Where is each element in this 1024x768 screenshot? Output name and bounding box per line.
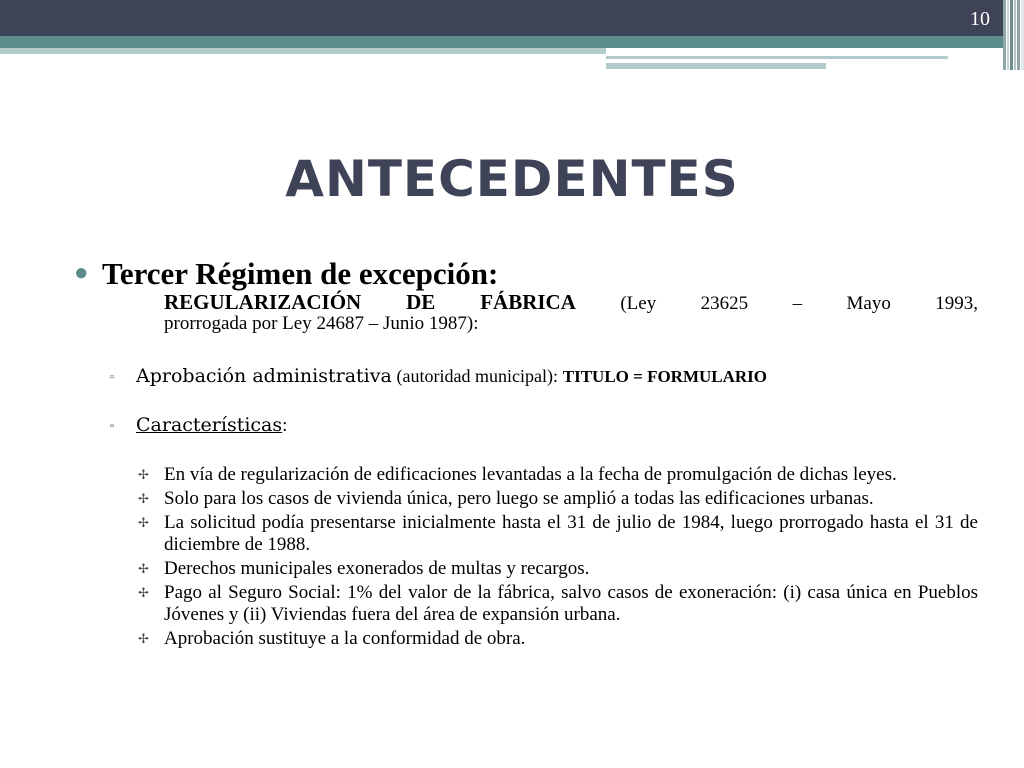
aprobacion-paren: (autoridad municipal):	[396, 366, 558, 386]
page-number: 10	[970, 8, 990, 30]
header-right-bars	[1003, 0, 1024, 70]
regularizacion-prorroga: prorrogada por Ley 24687 – Junio 1987):	[164, 313, 479, 334]
bullet-heading: Tercer Régimen de excepción:	[102, 256, 499, 291]
header-line-1	[606, 56, 948, 59]
square-bullet-icon: ▫	[110, 371, 114, 383]
list-item: ✢ Derechos municipales exonerados de multas y recargos.	[138, 558, 590, 579]
header-band-pale	[0, 48, 606, 54]
list-item: ✢ La solicitud podía presentarse inicialmente hasta el 31 de julio de 1984, luego prorrogado hasta el 31 de diciembre de 1988.	[138, 512, 978, 555]
list-item: ✢ Solo para los casos de vivienda única, pero luego se amplió a todas las edificaciones urbanas.	[138, 488, 874, 509]
aprobacion-label: Aprobación administrativa	[136, 365, 392, 387]
aprobacion-item	[136, 365, 767, 388]
header-band-teal	[0, 36, 1003, 48]
bullet-dot-icon: ●	[74, 260, 89, 286]
regularizacion-bold: REGULARIZACIÓN DE FÁBRICA	[164, 290, 576, 314]
slide-title: ANTECEDENTES	[285, 150, 739, 208]
star-bullet-icon: ✢	[138, 515, 149, 530]
list-item: ✢ En vía de regularización de edificaciones levantadas a la fecha de promulgación de dichas leyes.	[138, 464, 897, 485]
caracteristicas-colon: :	[282, 415, 288, 436]
caracteristicas-list	[138, 464, 978, 652]
square-bullet-icon: ▫	[110, 420, 114, 432]
list-item: ✢ Aprobación sustituye a la conformidad de obra.	[138, 628, 526, 649]
regularizacion-paragraph	[164, 292, 978, 334]
star-bullet-icon: ✢	[138, 631, 149, 646]
star-bullet-icon: ✢	[138, 491, 149, 506]
header-line-2	[606, 63, 826, 69]
caracteristicas-item	[136, 414, 287, 437]
star-bullet-icon: ✢	[138, 561, 149, 576]
regularizacion-ley: (Ley 23625 – Mayo 1993,	[620, 293, 979, 314]
header-band-dark	[0, 0, 1003, 36]
star-bullet-icon: ✢	[138, 467, 149, 482]
caracteristicas-label: Características	[136, 414, 283, 436]
list-item: ✢ Pago al Seguro Social: 1% del valor de la fábrica, salvo casos de exoneración: (i) casa única en Pueblos Jóvenes y (ii) Viviendas fuera del área de expansión urbana.	[138, 582, 978, 625]
star-bullet-icon: ✢	[138, 585, 149, 600]
aprobacion-bold: TITULO = FORMULARIO	[562, 367, 768, 386]
